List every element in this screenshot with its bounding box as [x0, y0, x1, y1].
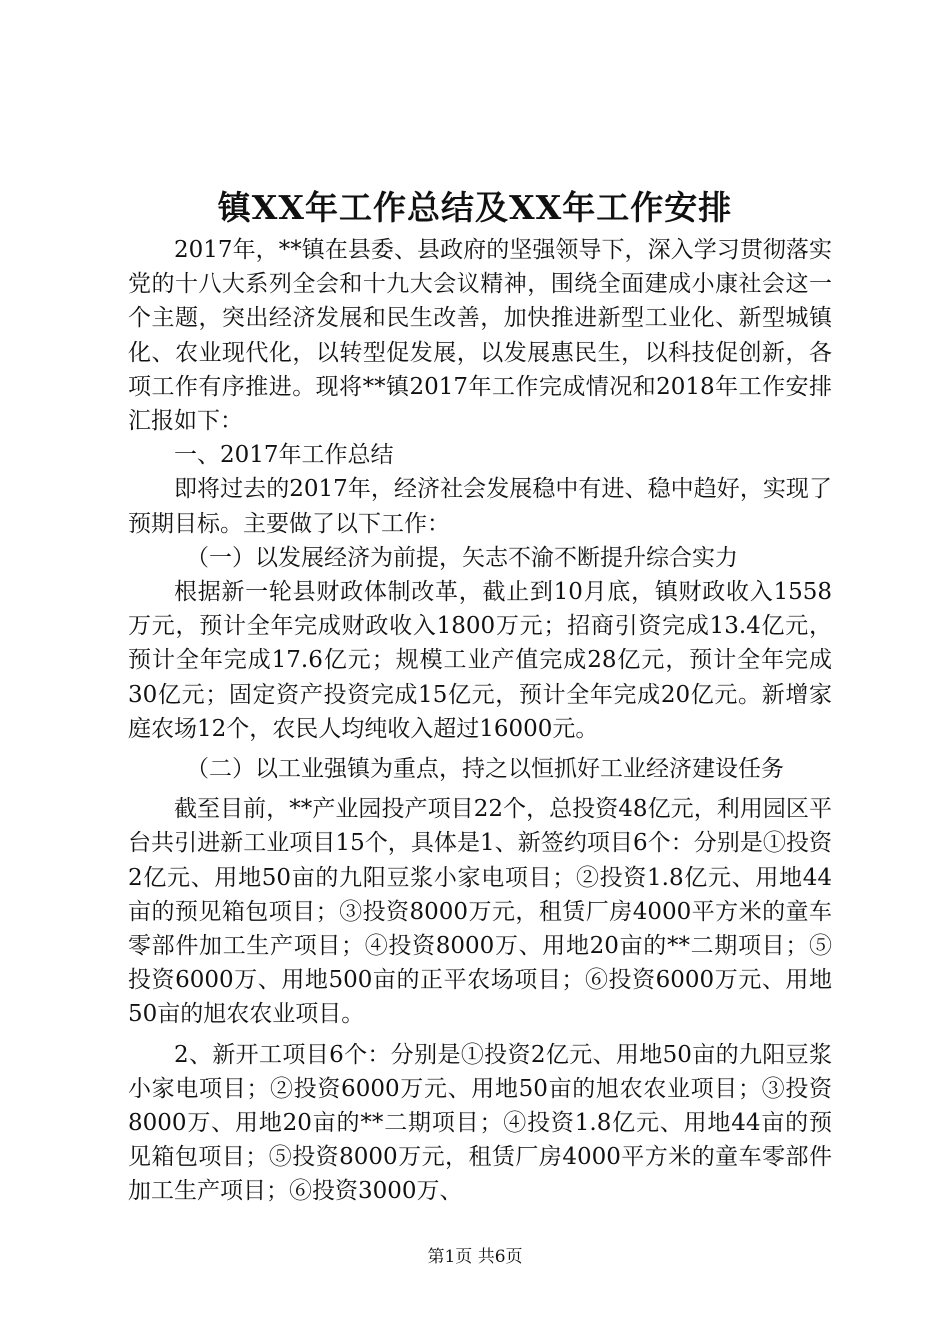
paragraph-summary: 即将过去的2017年，经济社会发展稳中有进、稳中趋好，实现了预期目标。主要做了以下工作：: [128, 476, 832, 537]
subsection-heading-1: （一）以发展经济为前提，矢志不渝不断提升综合实力: [186, 544, 738, 571]
page-footer: 第1页 共6页: [427, 1247, 523, 1267]
section-heading-1: 一、2017年工作总结: [174, 442, 394, 469]
paragraph-intro: 2017年，**镇在县委、县政府的坚强领导下，深入学习贯彻落实党的十八大系列全会和十九大会议精神，围绕全面建成小康社会这一个主题，突出经济发展和民生改善，加快推进新型工业化、新型城镇化、农业现代化，以转型促发展，以发展惠民生，以科技促创新，各项工作有序推进。现将**镇2017年工作完成情况和2018年工作安排汇报如下：: [128, 237, 832, 435]
paragraph-economy: 根据新一轮县财政体制改革，截止到10月底，镇财政收入1558万元，预计全年完成财政收入1800万元；招商引资完成13.4亿元，预计全年完成17.6亿元；规模工业产值完成28亿元，预计全年完成30亿元；固定资产投资完成15亿元，预计全年完成20亿元。新增家庭农场12个，农民人均纯收入超过16000元。: [128, 579, 832, 742]
document-title: 镇XX年工作总结及XX年工作安排: [217, 188, 733, 227]
document-body: [128, 233, 832, 1209]
paragraph-industry: 截至目前，**产业园投产项目22个，总投资48亿元，利用园区平台共引进新工业项目15个，具体是1、新签约项目6个：分别是①投资2亿元、用地50亩的九阳豆浆小家电项目；②投资1.8亿元、用地44亩的预见箱包项目；③投资8000万元，租赁厂房4000平方米的童车零部件加工生产项目；④投资8000万、用地20亩的**二期项目；⑤投资6000万、用地500亩的正平农场项目；⑥投资6000万元、用地50亩的旭农农业项目。: [128, 796, 832, 1028]
paragraph-new-projects: 2、新开工项目6个：分别是①投资2亿元、用地50亩的九阳豆浆小家电项目；②投资6000万元、用地50亩的旭农农业项目；③投资8000万、用地20亩的**二期项目；④投资1.8亿元、用地44亩的预见箱包项目；⑤投资8000万元，租赁厂房4000平方米的童车零部件加工生产项目；⑥投资3000万、: [128, 1041, 832, 1205]
subsection-heading-2: （二）以工业强镇为重点，持之以恒抓好工业经济建设任务: [186, 756, 784, 783]
